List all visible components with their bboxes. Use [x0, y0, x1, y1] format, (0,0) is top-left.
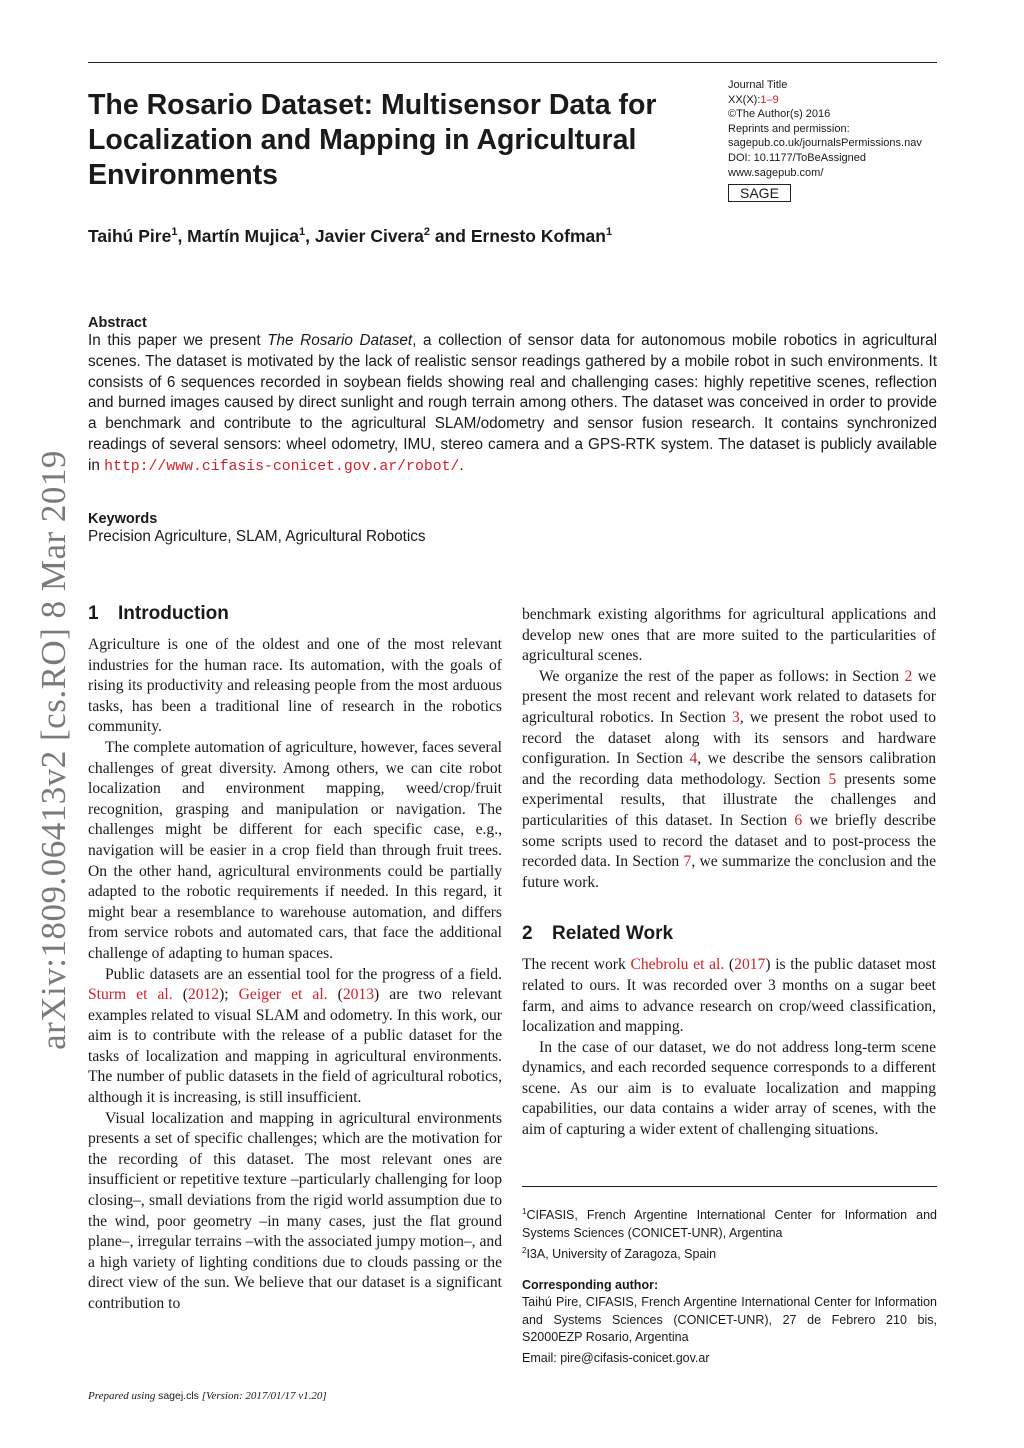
corresponding-author-email: Email: pire@cifasis-conicet.gov.ar [522, 1350, 710, 1365]
author-affiliation: 1 [171, 226, 178, 239]
section-heading-introduction: 1 Introduction [88, 603, 229, 624]
section-ref-link[interactable]: 7 [683, 853, 692, 871]
footnotes [522, 1203, 937, 1367]
section-ref-link[interactable]: 6 [794, 811, 803, 829]
author-name: Taihú Pire [88, 226, 172, 246]
journal-reprints: Reprints and permission: [728, 122, 850, 135]
footnote-rule [522, 1186, 937, 1187]
author-affiliation: 1 [605, 226, 613, 239]
paragraph: We organize the rest of the paper as follows: in Section 2 we present the most recent and relevant work related to datasets for agricultural robotics. In Section 3, we present the robot used to record the dataset along with its sensors and hardware configuration. In Section 4, we describe the sensors calibration and the recording data methodology. Section 5 presents some experimental results, that illustrate the challenges and particularities of this dataset. In Section 6 we briefly describe some scripts used to record the dataset and to post-process the recorded data. In Section 7, we summarize the conclusion and the future work. [522, 667, 936, 891]
abstract-text: In this paper we present The Rosario Dataset, a collection of sensor data for autonomous mobile robotics in agricultural scenes. The dataset is motivated by the lack of realistic sensor readings gathered by a mobile robot in such environments. It consists of 6 sequences recorded in soybean fields showing real and challenging cases: highly repetitive scenes, reflection and burned images caused by direct sunlight and rough terrain among others. The dataset was conceived in order to provide a benchmark and contribute to the agricultural SLAM/odometry and sensor fusion research. It contains synchronized readings of several sensors: wheel odometry, IMU, stereo camera and a GPS-RTK system. The dataset is publicly available in http://www.cifasis-conicet.gov.ar/robot/. [88, 332, 937, 475]
section-heading-related-work: 2 Related Work [522, 923, 674, 945]
paragraph: Agriculture is one of the oldest and one of the most relevant industries for the human race. Its automation, with the goals of rising its productivity and releasing people from the most arduous tasks, has been a traditional line of research in the robotics community. [88, 636, 502, 736]
journal-title: Journal Title [728, 79, 788, 91]
journal-doi: DOI: 10.1177/ToBeAssigned [728, 151, 866, 164]
citation-link[interactable]: Sturm et al. [88, 986, 173, 1004]
keywords [88, 511, 937, 548]
journal-copyright: ©The Author(s) 2016 [728, 108, 831, 121]
paragraph: The complete automation of agriculture, however, faces several challenges of great diversity. Among others, we can cite robot localization and environment mapping, weed/crop/fruit recognition, grasping and manipulation or navigation. The challenges might be different for each specific case, e.g., navigation will be easier in a crop field than through fruit trees. On the other hand, agricultural environments could be partially adapted to the robotic requirements if needed. In this regard, it might bear a resemblance to warehouse automation, and differs from service robots and automated cars, that face the additional challenge of adapting to human spaces. [88, 738, 502, 962]
left-column [88, 601, 502, 1315]
author-list: Taihú Pire$^1$, Martín Mujica$^1$, Javier Civera$^2$ and Ernesto Kofman$^1$ [88, 226, 613, 246]
affiliation-footnote: $^1$CIFASIS, French Argentine International Center for Information and Systems Sciences (CONICET-UNR), Argentina [522, 1207, 937, 1240]
paragraph: The recent work Chebrolu et al. (2017) is the public dataset most related to ours. It was recorded over 3 months on a sugar beet farm, and aims to advance research on crop/weed classification, localization and mapping. [522, 956, 936, 1036]
keywords-text: Precision Agriculture, SLAM, Agricultural Robotics [88, 528, 426, 545]
paragraph: Visual localization and mapping in agricultural environments presents a set of specific challenges; which are the motivation for the recording of this dataset. The most relevant ones are insufficient or repetitive texture –particularly challenging for loop closing–, small deviations from the rigid world assumption due to the wind, poor geometry –in many cases, just the flat ground plane–, irregular terrains –with the associated jumpy motion–, and a high variety of lighting conditions due to clouds passing or the direct view of the sun. We believe that our dataset is a significant contribution to [88, 1109, 502, 1312]
citation-year-link[interactable]: 2017 [734, 956, 766, 974]
corresponding-author-heading: Corresponding author: [522, 1277, 659, 1292]
paragraph: Public datasets are an essential tool for the progress of a field. Sturm et al. (2012); Geiger et al. (2013) are two relevant examples related to visual SLAM and odometry. In this work, our aim is to contribute with the release of a public dataset for the tasks of localization and mapping in agricultural environments. The number of public datasets in the field of agricultural robotics, although it is increasing, is still insufficient. [88, 965, 503, 1107]
citation-year-link[interactable]: 2013 [342, 986, 375, 1004]
header-rule [88, 62, 937, 63]
section-ref-link[interactable]: 4 [689, 750, 698, 768]
journal-info [728, 78, 922, 203]
section-ref-link[interactable]: 3 [732, 708, 740, 726]
affiliation-footnote: $^2$I3A, University of Zaragoza, Spain [522, 1246, 717, 1262]
section-ref-link[interactable]: 5 [828, 770, 837, 788]
journal-pages-link[interactable]: 1–9 [760, 93, 779, 106]
journal-volume: XX(X):1–9 [728, 93, 779, 106]
journal-permissions-url: sagepub.co.uk/journalsPermissions.nav [728, 137, 922, 150]
right-column [522, 605, 936, 1141]
paragraph: benchmark existing algorithms for agricultural applications and develop new ones that are more suited to the particularities of agricultural scenes. [522, 606, 936, 665]
corresponding-author-text: Taihú Pire, CIFASIS, French Argentine International Center for Information and Systems Sciences (CONICET-UNR), 27 de Febrero 210 bis, S2000EZP Rosario, Argentina [522, 1295, 937, 1345]
prepared-using-footer: Prepared using sagej.cls [Version: 2017/01/17 v1.20] [88, 1390, 327, 1402]
author-affiliation: 2 [423, 226, 430, 239]
section-ref-link[interactable]: 2 [904, 667, 913, 685]
citation-year-link[interactable]: 2012 [187, 986, 220, 1004]
dataset-url-link[interactable]: http://www.cifasis-conicet.gov.ar/robot/ [104, 458, 460, 475]
author-name: Martín Mujica [187, 226, 299, 246]
paragraph: In the case of our dataset, we do not address long-term scene dynamics, and each recorded sequence corresponds to a different scene. As our aim is to evaluate localization and mapping capabilities, our data contains a wider array of scenes, with the aim of capturing a wider extent of challenging situations. [522, 1038, 936, 1139]
citation-link[interactable]: Chebrolu et al. [630, 956, 725, 974]
abstract [88, 315, 937, 478]
citation-link[interactable]: Geiger et al. [238, 986, 328, 1004]
author-name: Ernesto Kofman [470, 226, 606, 246]
sage-badge: SAGE [728, 184, 791, 202]
keywords-heading: Keywords [88, 511, 158, 527]
author-affiliation: 1 [299, 226, 306, 239]
journal-website: www.sagepub.com/ [728, 166, 824, 179]
author-name: Javier Civera [314, 226, 424, 246]
abstract-heading: Abstract [88, 315, 147, 331]
paper-title: The Rosario Dataset: Multisensor Data for Localization and Mapping in Agricultural Environments [88, 89, 657, 191]
arxiv-stamp: arXiv:1809.06413v2 [cs.RO] 8 Mar 2019 [34, 450, 73, 1050]
